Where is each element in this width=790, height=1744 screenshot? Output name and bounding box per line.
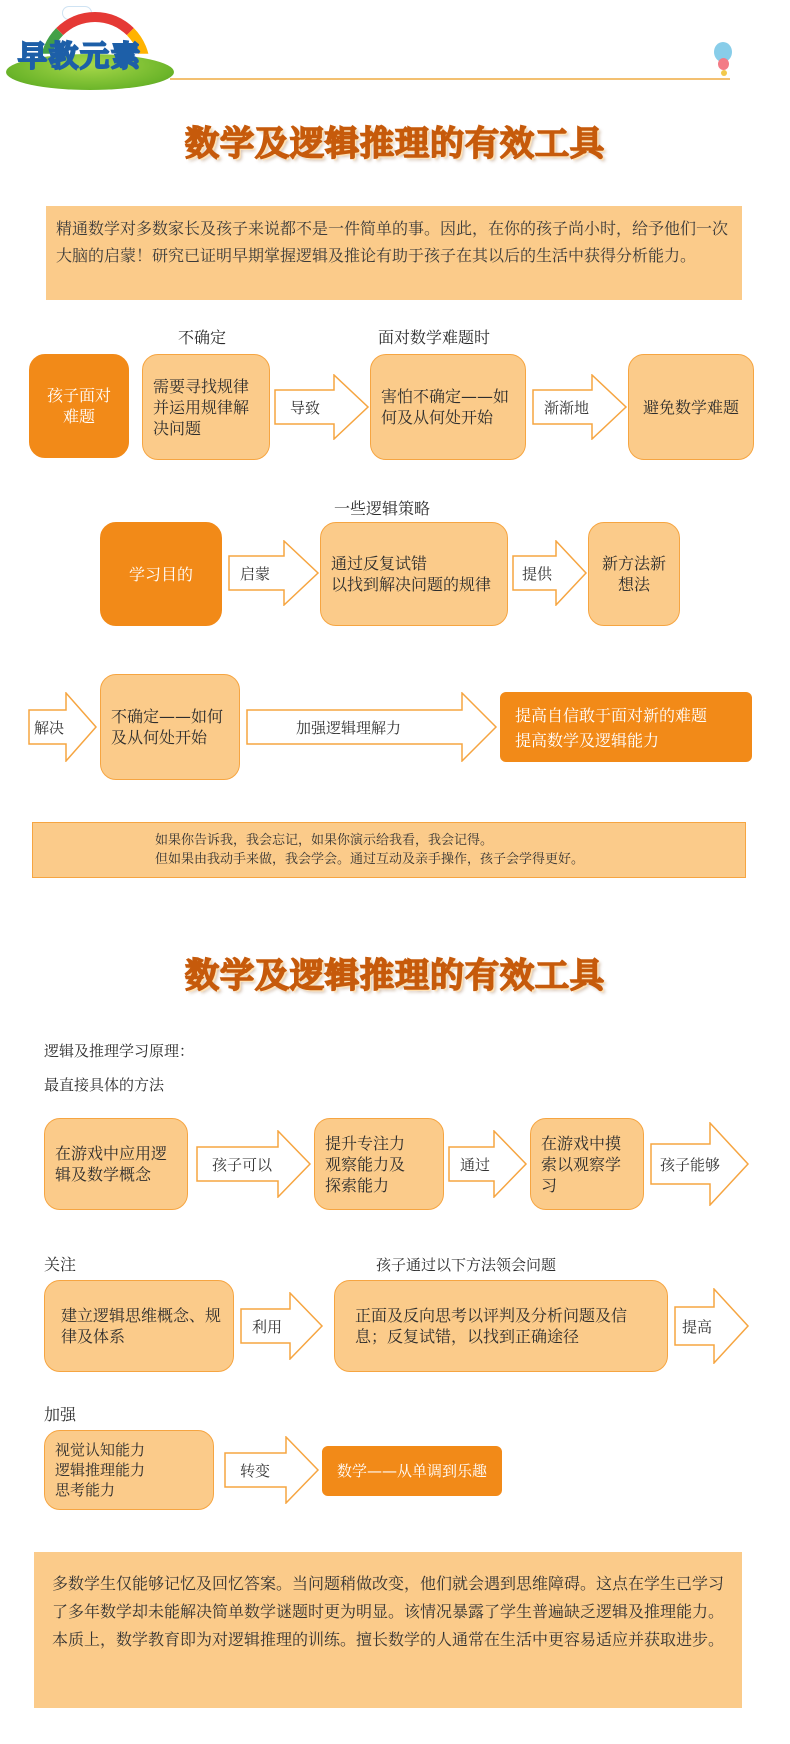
summary-paragraph: 多数学生仅能够记忆及回忆答案。当问题稍做改变，他们就会遇到思维障碍。这点在学生已学习了多年数学却未能解决简单数学谜题时更为明显。该情况暴露了学生普遍缺乏逻辑及推理能力。本质上，数学教育即为对逻辑推理的训练。擅长数学的人通常在生活中更容易适应并获取进步。 xyxy=(34,1552,742,1708)
label-face-problem: 面对数学难题时 xyxy=(378,328,491,347)
arrow-label: 通过 xyxy=(460,1155,491,1174)
math-fun-box: 数学——从单调到乐趣 xyxy=(322,1446,502,1496)
strengthen-label: 加强 xyxy=(44,1405,77,1424)
arrow-label: 解决 xyxy=(34,718,65,737)
balloon-icon xyxy=(721,70,727,76)
explore-box: 在游戏中摸索以观察学习 xyxy=(530,1118,644,1210)
quote-line: 但如果由我动手来做，我会学会。通过互动及亲手操作，孩子会学得更好。 xyxy=(155,852,585,867)
principle-label: 逻辑及推理学习原理： xyxy=(44,1042,195,1060)
arrow-label: 导致 xyxy=(290,398,321,417)
arrow-label: 孩子可以 xyxy=(212,1155,273,1174)
uncertain-box: 不确定——如何及从何处开始 xyxy=(100,674,240,780)
arrow-label: 提高 xyxy=(682,1317,713,1336)
arrow-label: 利用 xyxy=(252,1317,283,1336)
label-uncertain: 不确定 xyxy=(178,328,227,347)
quote-line: 如果你告诉我，我会忘记，如果你演示给我看，我会记得。 xyxy=(155,833,494,848)
header-divider xyxy=(170,78,730,80)
new-method-box: 新方法新想法 xyxy=(588,522,680,626)
fear-box: 害怕不确定——如何及从何处开始 xyxy=(370,354,526,460)
section-title: 数学及逻辑推理的有效工具 xyxy=(185,124,605,164)
abilities-box: 视觉认知能力 逻辑推理能力 思考能力 xyxy=(44,1430,214,1510)
avoid-box: 避免数学难题 xyxy=(628,354,754,460)
arrow-label: 孩子能够 xyxy=(660,1155,721,1174)
apply-box: 在游戏中应用逻辑及数学概念 xyxy=(44,1118,188,1210)
section-title: 数学及逻辑推理的有效工具 xyxy=(185,956,605,996)
logo xyxy=(0,4,180,90)
goal-box: 学习目的 xyxy=(100,522,222,626)
need-box: 需要寻找规律并运用规律解决问题 xyxy=(142,354,270,460)
arrow-label: 转变 xyxy=(240,1461,271,1480)
result-box xyxy=(500,692,752,762)
think-box: 正面及反向思考以评判及分析问题及信息；反复试错，以找到正确途径 xyxy=(334,1280,668,1372)
arrow-label: 渐渐地 xyxy=(544,398,590,417)
trial-box: 通过反复试错 以找到解决问题的规律 xyxy=(320,522,508,626)
improve-box: 提升专注力 观察能力及 探索能力 xyxy=(314,1118,444,1210)
balloon-icon xyxy=(718,58,729,70)
arrow-label: 加强逻辑理解力 xyxy=(296,718,402,737)
logo-text: 早教元素 xyxy=(18,39,143,73)
learn-label: 孩子通过以下方法领会问题 xyxy=(376,1256,557,1274)
label-strategy: 一些逻辑策略 xyxy=(334,499,431,518)
intro-paragraph: 精通数学对多数家长及孩子来说都不是一件简单的事。因此，在你的孩子尚小时，给予他们一次大脑的启蒙！研究已证明早期掌握逻辑及推论有助于孩子在其以后的生活中获得分析能力。 xyxy=(46,206,742,300)
result-line: 提高数学及逻辑能力 xyxy=(515,731,660,750)
arrow-label: 启蒙 xyxy=(240,564,271,583)
focus-label: 关注 xyxy=(44,1255,77,1274)
direct-method-label: 最直接具体的方法 xyxy=(44,1076,165,1094)
result-line: 提高自信敢于面对新的难题 xyxy=(515,706,708,725)
quote-box xyxy=(32,822,746,878)
arrow-label: 提供 xyxy=(522,564,553,583)
start-box: 孩子面对难题 xyxy=(29,354,129,458)
build-box: 建立逻辑思维概念、规律及体系 xyxy=(44,1280,234,1372)
